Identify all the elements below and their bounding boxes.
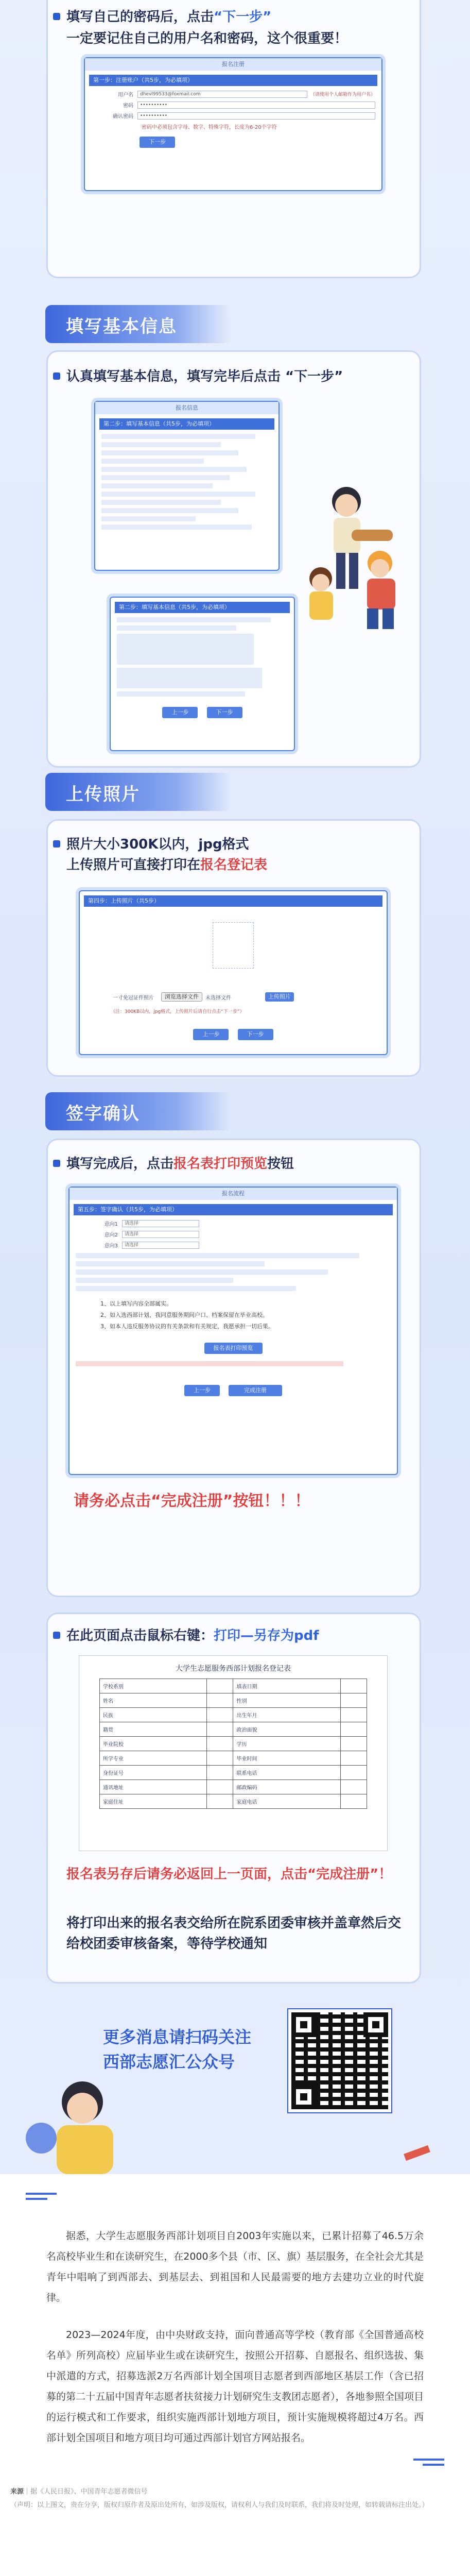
password-tip	[91, 123, 375, 130]
choose-file-button[interactable]: 浏览选择文件	[161, 992, 202, 1002]
print-preview-em: 报名表打印预览	[173, 1156, 268, 1172]
document-cell	[207, 1751, 233, 1766]
document-cell	[340, 1693, 367, 1708]
return-note-quote: “完成注册”	[307, 1867, 379, 1882]
photo-prev-button[interactable]: 上一步	[193, 1029, 229, 1040]
confirm-label: 确认密码	[113, 114, 133, 120]
photo-instruction-2	[66, 855, 267, 875]
sign-note-1: 1、以上填写内容全部属实。	[100, 1300, 172, 1307]
document-row	[100, 1693, 367, 1708]
confirm-password-input[interactable]: ••••••••••	[137, 112, 375, 120]
document-cell	[340, 1708, 367, 1722]
password-input[interactable]: ••••••••••	[137, 101, 375, 109]
photo-upload-row	[86, 989, 380, 1005]
next-step-quote: “下一步”	[214, 9, 272, 25]
section-bar-sign	[45, 1092, 231, 1130]
document-cell: 身份证号	[100, 1766, 207, 1780]
basic-info-screenshot-1	[94, 401, 280, 571]
password-instruction-2: 一定要记住自己的用户名和密码，这个很重要！	[66, 31, 348, 46]
students-illustration	[290, 481, 419, 635]
article-paragraph-1: 据悉，大学生志愿服务西部计划项目自2003年实施以来，已累计招募了46.5万余名高校毕业生和在读研究生，在2000多个县（市、区、旗）基层服务，在全社会尤其是青年中唱响了到西部去、到基层去、到祖国和人民最需要的地方去建功立业的时代旋律。	[46, 2230, 424, 2303]
volunteer-girl-illustration	[21, 2071, 144, 2174]
document-cell: 家庭电话	[233, 1794, 340, 1809]
follow-line-2: 西部志愿汇公众号	[103, 2052, 235, 2072]
document-cell	[207, 1708, 233, 1722]
source-text: ｜据《人民日报》、中国青年志愿者微信号	[24, 2488, 148, 2496]
sign-form-header: 报名流程	[69, 1188, 397, 1200]
document-cell: 民族	[100, 1708, 207, 1722]
photo-next-button[interactable]: 下一步	[238, 1029, 273, 1040]
document-cell: 性别	[233, 1693, 340, 1708]
photo-note: （注：300KB以内，jpg格式，上传照片后请自行点击“下一步”）	[111, 1009, 245, 1014]
must-click-finish	[74, 1488, 310, 1511]
follow-text	[103, 2025, 251, 2074]
form-step-title: 第一步：注册账户（共5步，为必填项）	[89, 75, 377, 86]
document-row	[100, 1737, 367, 1751]
photo-step-title: 第四步：上传照片（共5步）	[84, 895, 382, 907]
photo-label: 一寸免冠证件照片	[113, 995, 154, 1001]
no-file-text: 未选择文件	[205, 995, 231, 1001]
must-suffix: 按钮！！！	[233, 1492, 310, 1510]
section-title-basic-info: 填写基本信息	[66, 316, 177, 337]
document-cell	[340, 1766, 367, 1780]
username-label: 用户名	[118, 92, 133, 98]
document-cell: 所学专业	[100, 1751, 207, 1766]
document-cell: 籍贯	[100, 1722, 207, 1737]
sign-note-3: 3、如本人违反服务协议的有关条款和有关规定，我愿承担一切后果。	[100, 1323, 274, 1330]
return-note-suffix: ！	[378, 1867, 392, 1882]
photo-placeholder	[213, 922, 254, 969]
document-row	[100, 1722, 367, 1737]
password-card	[46, 0, 421, 278]
document-cell	[340, 1722, 367, 1737]
section-bar-upload-photo	[45, 773, 231, 811]
document-cell	[340, 1737, 367, 1751]
print-save-pdf-em: 打印—另存为pdf	[214, 1628, 319, 1643]
intent-row-2	[76, 1230, 391, 1238]
form-header: 报名注册	[85, 58, 381, 71]
photo-line2-prefix: 上传照片可直接打印在	[66, 857, 201, 873]
document-cell	[207, 1766, 233, 1780]
basic-form-fields	[101, 434, 272, 530]
document-row	[100, 1751, 367, 1766]
basic-info-instruction: 认真填写基本信息，填写完毕后点击 “下一步”	[66, 366, 343, 387]
upload-photo-card	[46, 819, 421, 1077]
print-line-prefix: 在此页面点击鼠标右键：	[66, 1628, 214, 1643]
document-cell	[340, 1780, 367, 1794]
intent-1-select[interactable]: 请选择	[122, 1220, 199, 1227]
form-row-confirm	[91, 112, 375, 120]
document-title: 大学生志愿服务西部计划报名登记表	[176, 1665, 291, 1673]
document-cell: 学校系别	[100, 1679, 207, 1693]
document-cell: 通讯地址	[100, 1780, 207, 1794]
return-finish-note	[66, 1864, 401, 1885]
password-label: 密码	[123, 103, 133, 109]
sign-notes	[100, 1298, 366, 1332]
document-row	[100, 1679, 367, 1693]
basic-prev-button[interactable]: 上一步	[162, 707, 198, 718]
document-cell: 家庭住址	[100, 1794, 207, 1809]
intent-2-select[interactable]: 请选择	[122, 1231, 199, 1238]
document-cell	[207, 1693, 233, 1708]
source-label: 来源	[10, 2488, 24, 2496]
pencil-icon	[402, 2143, 438, 2164]
sign-prev-button[interactable]: 上一步	[184, 1385, 220, 1396]
password-instruction-1	[66, 7, 271, 27]
upload-photo-screenshot	[79, 890, 388, 1055]
finish-register-button[interactable]: 完成注册	[229, 1385, 282, 1396]
must-prefix: 请务必点击	[74, 1492, 151, 1510]
follow-line-1: 更多消息请扫码关注	[103, 2027, 252, 2047]
document-cell	[207, 1794, 233, 1809]
intent-3-select[interactable]: 请选择	[122, 1242, 199, 1249]
qr-finder-bl	[291, 2084, 316, 2109]
section-title-upload-photo: 上传照片	[66, 784, 140, 805]
photo-instruction-1: 照片大小300K以内，jpg格式	[66, 834, 249, 855]
sign-line-prefix: 填写完成后，点击	[66, 1156, 174, 1172]
document-cell: 邮政编码	[233, 1780, 340, 1794]
qr-finder-tr	[363, 2012, 388, 2037]
document-cell: 联系电话	[233, 1766, 340, 1780]
document-cell	[340, 1679, 367, 1693]
document-cell: 毕业院校	[100, 1737, 207, 1751]
sign-note-2: 2、如入选西部计划，我同意服务期间户口、档案保留在毕业高校。	[100, 1312, 268, 1318]
document-cell: 姓名	[100, 1693, 207, 1708]
registration-form-em: 报名登记表	[200, 857, 268, 873]
sign-screenshot	[68, 1187, 398, 1475]
sign-step-title: 第五步：签字确认（共5步，为必填项）	[74, 1204, 393, 1215]
intent-row-3	[76, 1241, 391, 1249]
intent-row-1	[76, 1219, 391, 1227]
password-line1-prefix: 填写自己的密码后，点击	[66, 9, 214, 25]
document-table	[99, 1679, 367, 1809]
sign-form-filler	[76, 1253, 391, 1291]
copyright-statement: （声明：以上图文，贵在分享，版权归原作者及原出处所有，如涉及版权，请权利人与我们及时联系，我们将及时处理，如转载请标注出处。）	[10, 2501, 429, 2509]
form-row-password	[91, 101, 375, 109]
basic-form-fields-2	[117, 617, 288, 697]
password-tip-text: 密码中必须包含字母、数字、特殊字符，长度为6-20个字符	[142, 125, 277, 130]
qr-code[interactable]	[288, 2009, 391, 2112]
document-row	[100, 1708, 367, 1722]
document-cell	[207, 1737, 233, 1751]
document-cell: 填表日期	[233, 1679, 340, 1693]
decor-lines-top	[26, 2190, 57, 2205]
document-cell: 毕业时间	[233, 1751, 340, 1766]
document-row	[100, 1780, 367, 1794]
intent-2-label: 意向2	[104, 1232, 118, 1238]
sign-line-suffix: 按钮	[267, 1156, 294, 1172]
print-card	[46, 1613, 421, 1984]
document-cell	[340, 1794, 367, 1809]
must-quote: “完成注册”	[151, 1492, 233, 1510]
qr-finder-tl	[291, 2012, 316, 2037]
submit-to-school-note: 将打印出来的报名表交给所在院系团委审核并盖章然后交给校团委审核备案，等待学校通知	[66, 1916, 402, 1952]
username-hint: （请使用个人邮箱作为用户名）	[310, 92, 375, 97]
document-cell: 学历	[233, 1737, 340, 1751]
form-row-username	[91, 90, 375, 98]
document-row	[100, 1794, 367, 1809]
basic-form-header: 报名信息	[95, 402, 278, 414]
next-step-button[interactable]: 下一步	[140, 137, 175, 148]
document-cell: 政治面貌	[233, 1722, 340, 1737]
section-title-sign: 签字确认	[66, 1104, 140, 1124]
sign-form-filler-2	[76, 1361, 391, 1366]
sign-instruction	[66, 1154, 294, 1174]
document-row	[100, 1766, 367, 1780]
print-instruction	[66, 1625, 319, 1646]
document-cell	[207, 1780, 233, 1794]
article-paragraph-2: 2023—2024年度，由中央财政支持，面向普通高等学校（教育部《全国普通高校名单》所列高校）应届毕业生或在读研究生，按照公开招募、自愿报名、组织选拔、集中派遣的方式，招募选派2万名西部计划全国项目志愿者到西部地区基层工作（含已招募的第二十五届中国青年志愿者扶贫接力计划研究生支教团志愿者），各地参照全国项目的运行模式和工作要求，组织实施西部计划地方项目，预计实施规模将超过4万名。西部计划全国项目和地方项目均可通过西部计划官方网站报名。	[46, 2329, 424, 2444]
article-body	[0, 2174, 470, 2533]
sign-card	[46, 1139, 421, 1597]
section-bar-basic-info	[45, 305, 231, 343]
username-input[interactable]: dhevl99533@foxmail.com	[137, 91, 307, 98]
print-preview-button[interactable]: 报名表打印预览	[204, 1343, 263, 1354]
source-line	[10, 2485, 460, 2499]
upload-photo-button[interactable]: 上传照片	[265, 992, 294, 1002]
document-cell	[207, 1679, 233, 1693]
basic-info-card	[46, 350, 421, 768]
register-form-screenshot	[84, 57, 382, 191]
basic-next-button[interactable]: 下一步	[207, 707, 242, 718]
basic-form-step: 第二步：填写基本信息（共5步，为必填项）	[99, 418, 274, 430]
return-note-prefix: 报名表另存后请务必返回上一页面，点击	[66, 1867, 308, 1882]
basic-info-screenshot-2	[110, 597, 295, 751]
intent-3-label: 意向3	[104, 1243, 118, 1249]
intent-1-label: 意向1	[104, 1222, 118, 1227]
document-cell	[340, 1751, 367, 1766]
basic-form-step-2: 第二步：填写基本信息（共5步，为必填项）	[115, 602, 290, 613]
document-cell: 出生年月	[233, 1708, 340, 1722]
document-cell	[207, 1722, 233, 1737]
decor-lines-bottom	[413, 2455, 444, 2471]
registration-document-preview	[79, 1655, 388, 1851]
